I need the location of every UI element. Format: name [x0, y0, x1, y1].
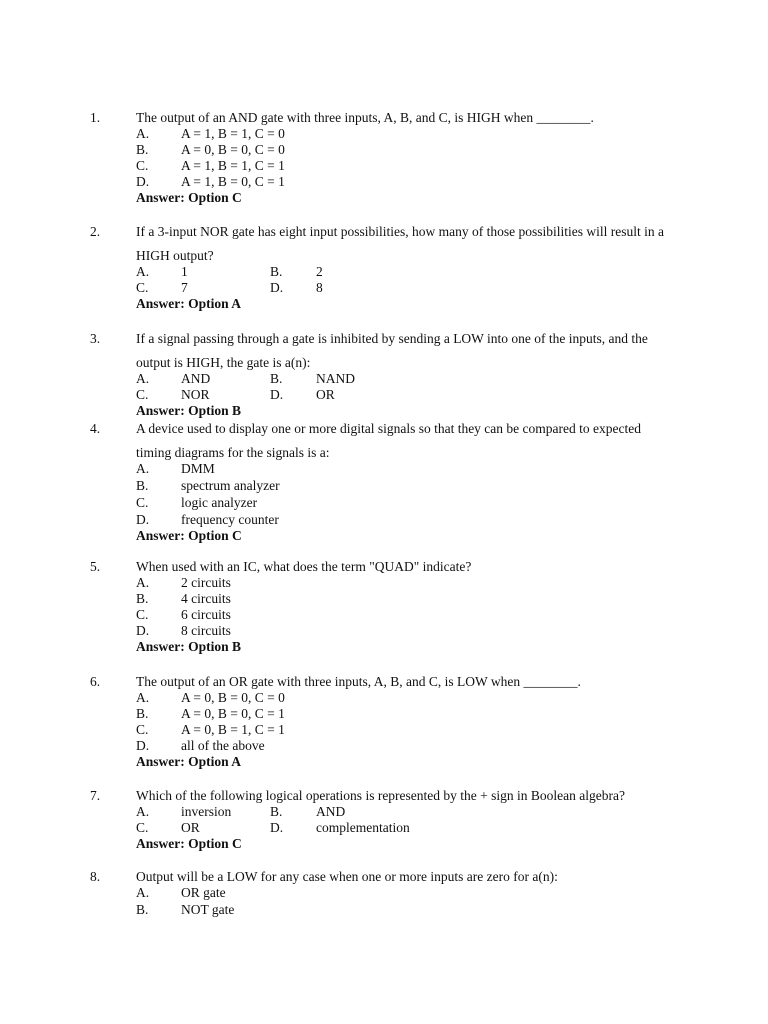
- option-letter: C.: [136, 722, 149, 737]
- question-text-continued: HIGH output?: [136, 248, 214, 263]
- answer-text: Answer: Option B: [136, 403, 242, 418]
- option-row: [0, 575, 768, 591]
- option-letter: C.: [136, 158, 149, 173]
- option-text: 8: [316, 280, 323, 295]
- question-line: [0, 674, 768, 690]
- answer-row: [0, 296, 768, 312]
- option-row: [0, 126, 768, 142]
- question-4: [0, 421, 768, 544]
- option-letter: C.: [136, 387, 149, 402]
- answer-row: [0, 528, 768, 544]
- option-letter: D.: [136, 738, 150, 753]
- question-line-continued: [0, 445, 768, 461]
- question-line: [0, 559, 768, 575]
- answer-row: [0, 190, 768, 206]
- answer-text: Answer: Option C: [136, 190, 242, 205]
- option-row: [0, 478, 768, 495]
- option-row: [0, 885, 768, 902]
- option-text: A = 1, B = 1, C = 0: [181, 126, 285, 141]
- question-number: 7.: [90, 788, 101, 803]
- option-letter: B.: [136, 591, 149, 606]
- question-text: If a 3-input NOR gate has eight input possibilities, how many of those possibilities will result in a: [136, 224, 664, 239]
- option-text: OR gate: [181, 885, 226, 900]
- question-line-continued: [0, 248, 768, 264]
- question-number: 2.: [90, 224, 101, 239]
- option-row: [0, 387, 768, 403]
- question-text: Output will be a LOW for any case when one or more inputs are zero for a(n):: [136, 869, 558, 884]
- option-text: logic analyzer: [181, 495, 258, 510]
- question-text: Which of the following logical operations is represented by the + sign in Boolean algebra?: [136, 788, 625, 803]
- question-number: 8.: [90, 869, 101, 884]
- option-row: [0, 158, 768, 174]
- option-text: NOT gate: [181, 902, 235, 917]
- option-letter: A.: [136, 371, 150, 386]
- option-text: 1: [181, 264, 188, 279]
- option-letter: B.: [136, 902, 149, 917]
- option-text: inversion: [181, 804, 232, 819]
- option-letter: A.: [136, 461, 150, 476]
- option-text: 6 circuits: [181, 607, 231, 622]
- option-row: [0, 804, 768, 820]
- question-number: 1.: [90, 110, 101, 125]
- option-row: [0, 280, 768, 296]
- option-letter: A.: [136, 575, 150, 590]
- option-letter: D.: [136, 174, 150, 189]
- option-row: [0, 264, 768, 280]
- question-line-continued: [0, 355, 768, 371]
- question-7: [0, 788, 768, 852]
- option-text: OR: [316, 387, 335, 402]
- question-3: [0, 331, 768, 419]
- option-text: A = 0, B = 0, C = 0: [181, 142, 285, 157]
- question-line: [0, 224, 768, 248]
- question-text-continued: output is HIGH, the gate is a(n):: [136, 355, 311, 370]
- option-row: [0, 706, 768, 722]
- option-letter: A.: [136, 126, 150, 141]
- option-letter: B.: [136, 478, 149, 493]
- option-letter: D.: [270, 280, 284, 295]
- option-text: AND: [181, 371, 211, 386]
- answer-row: [0, 754, 768, 770]
- option-letter: D.: [270, 820, 284, 835]
- option-text: OR: [181, 820, 200, 835]
- question-text: When used with an IC, what does the term "QUAD" indicate?: [136, 559, 472, 574]
- option-row: [0, 623, 768, 639]
- option-letter: A.: [136, 690, 150, 705]
- option-row: [0, 174, 768, 190]
- option-row: [0, 722, 768, 738]
- option-letter: B.: [270, 264, 283, 279]
- option-letter: C.: [136, 495, 149, 510]
- question-text: The output of an OR gate with three inputs, A, B, and C, is LOW when ________.: [136, 674, 581, 689]
- option-text: A = 1, B = 1, C = 1: [181, 158, 285, 173]
- option-row: [0, 461, 768, 478]
- option-text: 7: [181, 280, 188, 295]
- answer-text: Answer: Option C: [136, 836, 242, 851]
- question-number: 5.: [90, 559, 101, 574]
- question-2: [0, 224, 768, 312]
- option-letter: C.: [136, 280, 149, 295]
- option-text: all of the above: [181, 738, 265, 753]
- option-text: complementation: [316, 820, 410, 835]
- answer-text: Answer: Option A: [136, 754, 242, 769]
- question-line: [0, 421, 768, 445]
- option-text: 8 circuits: [181, 623, 231, 638]
- question-number: 6.: [90, 674, 101, 689]
- answer-row: [0, 836, 768, 852]
- answer-text: Answer: Option A: [136, 296, 242, 311]
- question-line: [0, 110, 768, 126]
- option-text: 4 circuits: [181, 591, 231, 606]
- question-text: The output of an AND gate with three inputs, A, B, and C, is HIGH when ________.: [136, 110, 594, 125]
- option-text: DMM: [181, 461, 215, 476]
- question-text: A device used to display one or more digital signals so that they can be compared to expected: [136, 421, 641, 436]
- option-letter: A.: [136, 804, 150, 819]
- option-row: [0, 495, 768, 512]
- option-text: A = 1, B = 0, C = 1: [181, 174, 285, 189]
- option-text: spectrum analyzer: [181, 478, 280, 493]
- option-text: 2: [316, 264, 323, 279]
- answer-row: [0, 639, 768, 655]
- option-row: [0, 607, 768, 623]
- question-line: [0, 788, 768, 804]
- option-text: NAND: [316, 371, 355, 386]
- option-row: [0, 142, 768, 158]
- option-row: [0, 591, 768, 607]
- option-row: [0, 371, 768, 387]
- question-1: [0, 110, 768, 206]
- option-text: frequency counter: [181, 512, 279, 527]
- option-text: NOR: [181, 387, 210, 402]
- option-text: AND: [316, 804, 346, 819]
- option-letter: A.: [136, 264, 150, 279]
- option-row: [0, 512, 768, 528]
- option-letter: C.: [136, 607, 149, 622]
- option-letter: D.: [136, 623, 150, 638]
- question-6: [0, 674, 768, 770]
- option-row: [0, 738, 768, 754]
- option-letter: D.: [270, 387, 284, 402]
- question-text: If a signal passing through a gate is inhibited by sending a LOW into one of the inputs, and the: [136, 331, 648, 346]
- answer-row: [0, 403, 768, 419]
- option-text: A = 0, B = 0, C = 1: [181, 706, 285, 721]
- option-row: [0, 820, 768, 836]
- option-letter: D.: [136, 512, 150, 527]
- option-letter: C.: [136, 820, 149, 835]
- option-letter: B.: [136, 142, 149, 157]
- option-row: [0, 902, 768, 918]
- question-8: [0, 869, 768, 918]
- option-letter: B.: [270, 804, 283, 819]
- option-row: [0, 690, 768, 706]
- option-text: A = 0, B = 0, C = 0: [181, 690, 285, 705]
- question-line: [0, 331, 768, 355]
- answer-text: Answer: Option B: [136, 639, 242, 654]
- option-letter: A.: [136, 885, 150, 900]
- question-text-continued: timing diagrams for the signals is a:: [136, 445, 330, 460]
- option-letter: B.: [136, 706, 149, 721]
- question-number: 4.: [90, 421, 101, 436]
- answer-text: Answer: Option C: [136, 528, 242, 543]
- question-line: [0, 869, 768, 885]
- question-5: [0, 559, 768, 655]
- option-text: A = 0, B = 1, C = 1: [181, 722, 285, 737]
- option-letter: B.: [270, 371, 283, 386]
- option-text: 2 circuits: [181, 575, 231, 590]
- question-number: 3.: [90, 331, 101, 346]
